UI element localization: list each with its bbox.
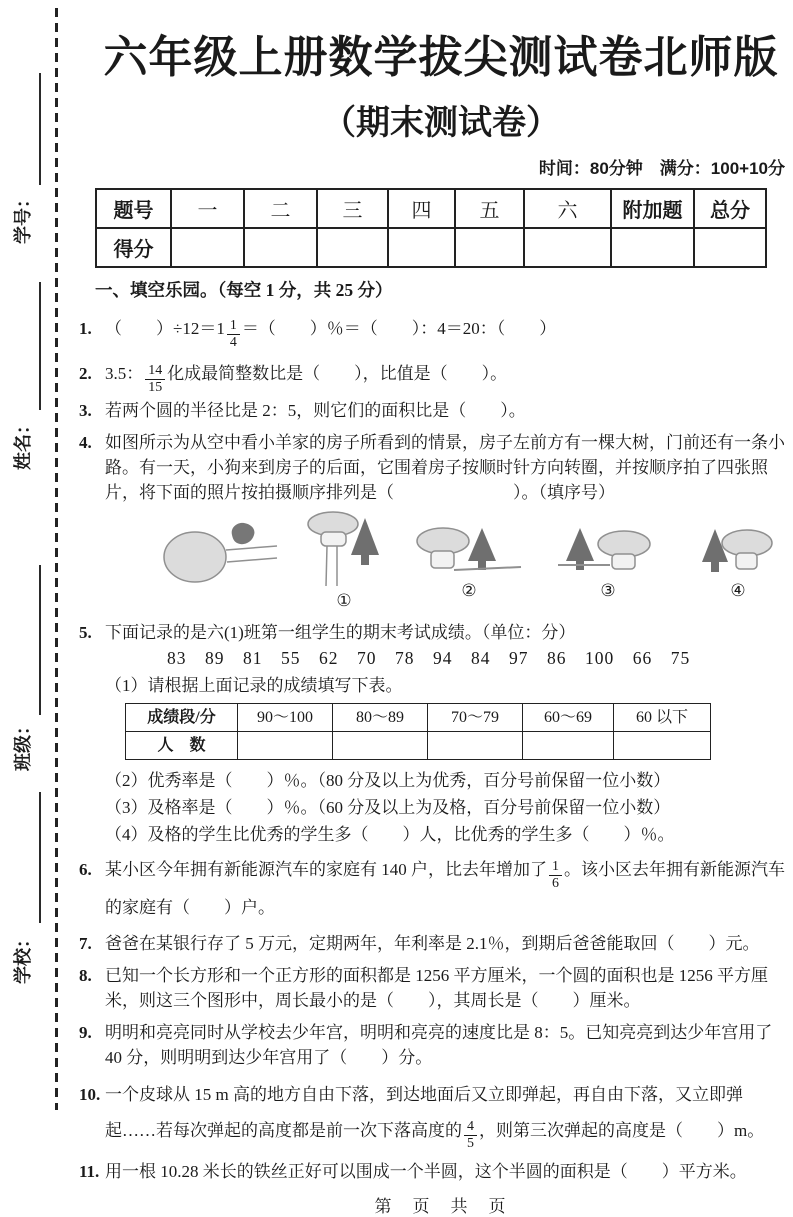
header-cell: 90～100 — [238, 703, 333, 731]
count-cell — [333, 731, 428, 759]
score-cell — [455, 228, 524, 267]
header-cell: 题号 — [96, 189, 171, 228]
question-text: 如图所示为从空中看小羊家的房子所看到的情景，房子左前方有一棵大树，门前还有一条小路。有一天，小狗来到房子的后面，它围着房子按顺时针方向转圈，并按顺序拍了四张照片，将下面的照片按拍摄顺序排列是（ ）。（填序号） — [105, 432, 785, 502]
question-text: （ ）÷12＝1 — [105, 319, 225, 338]
class-label: 班级： — [13, 717, 33, 771]
photo-figure-1 — [306, 511, 382, 613]
question-10 — [79, 1077, 787, 1153]
question-4 — [79, 430, 787, 613]
figure-label: ② — [461, 580, 477, 600]
fraction: $\frac{1}{6}$ — [549, 859, 562, 892]
question-4-figures — [153, 511, 787, 613]
section-1-heading: 一、填空乐园。（每空 1 分，共 25 分） — [95, 280, 393, 300]
question-number: 4. — [79, 432, 92, 452]
figure-label: ③ — [600, 580, 616, 600]
student-id-label: 学号： — [13, 190, 33, 244]
score-table-score-row — [96, 228, 766, 267]
question-text: 化成最简整数比是（ ），比值是（ ）。 — [167, 363, 508, 383]
score-row-label: 得分 — [96, 228, 171, 267]
question-number: 1. — [79, 319, 92, 338]
header-cell: 60～69 — [523, 703, 614, 731]
score-cell — [317, 228, 388, 267]
question-text: ＝（ ）％＝（ ）：4＝20：（ ） — [241, 319, 557, 338]
question-1 — [79, 308, 787, 351]
score-cell — [694, 228, 766, 267]
question-number: 10. — [79, 1084, 101, 1104]
question-text: 。该小区去年拥有新能源汽车的家庭有（ ）户。 — [105, 859, 785, 917]
photo-figure-2 — [416, 525, 522, 603]
question-number: 7. — [79, 933, 92, 953]
count-row-label: 人 数 — [126, 731, 238, 759]
question-text: 用一根 10.28 米长的铁丝正好可以围成一个半圆，这个半圆的面积是（ ）平方米。 — [105, 1162, 747, 1182]
fraction: $\frac{14}{15}$ — [145, 363, 165, 396]
class-blank-line — [39, 565, 41, 715]
question-text: 一个皮球从 15 m 高的地方自由下落，到达地面后又立即弹起，再自由下落，又立即弹起……若每次弹起的高度都是前一次下落高度的 — [105, 1084, 743, 1140]
question-6 — [79, 854, 787, 924]
question-number: 5. — [79, 622, 92, 642]
page-footer: 第 页 共 页 — [374, 1197, 508, 1217]
header-cell: 成绩段/分 — [126, 703, 238, 731]
question-number: 8. — [79, 965, 92, 985]
name-label: 姓名： — [13, 416, 33, 470]
photo-figure-3 — [558, 525, 658, 603]
mushroom-house-tree-road-right-icon — [416, 525, 522, 577]
student-id-blank-line — [39, 73, 41, 185]
question-number: 6. — [79, 859, 92, 879]
header-cell: 总分 — [694, 189, 766, 228]
question-text: ，则第三次弹起的高度是（ ）m。 — [478, 1120, 765, 1140]
question-number: 2. — [79, 363, 92, 383]
figure-label: ④ — [730, 580, 746, 600]
header-cell: 二 — [244, 189, 317, 228]
mushroom-house-road-down-tree-icon — [306, 511, 382, 587]
question-number: 9. — [79, 1022, 92, 1042]
aerial-view-figure — [153, 521, 278, 583]
exam-meta: 时间：80分钟 满分：100+10分 — [538, 159, 785, 178]
question-5-3: （3）及格率是（ ）％。（60 分及以上为及格，百分号前保留一位小数） — [105, 797, 671, 817]
question-9 — [79, 1020, 787, 1070]
count-cell — [238, 731, 333, 759]
question-5-4: （4）及格的学生比优秀的学生多（ ）人，比优秀的学生多（ ）％。 — [105, 824, 675, 844]
tree-road-left-mushroom-house-icon — [558, 525, 658, 577]
question-5-1: （1）请根据上面记录的成绩填写下表。 — [105, 675, 403, 695]
question-text: 明明和亮亮同时从学校去少年宫，明明和亮亮的速度比是 8：5。已知亮亮到达少年宫用了 40 分，则明明到达少年宫用了（ ）分。 — [105, 1022, 773, 1067]
score-cell — [171, 228, 244, 267]
question-text: 下面记录的是六(1)班第一组学生的期末考试成绩。（单位：分） — [105, 622, 576, 642]
header-cell: 三 — [317, 189, 388, 228]
score-cell — [388, 228, 455, 267]
fraction: $\frac{1}{4}$ — [227, 318, 240, 351]
question-11 — [79, 1159, 787, 1184]
school-blank-line — [39, 792, 41, 923]
question-number: 11. — [79, 1162, 100, 1182]
header-cell: 五 — [455, 189, 524, 228]
name-blank-line — [39, 282, 41, 410]
page-title: 六年级上册数学拔尖测试卷北师版 — [103, 33, 779, 82]
question-7 — [79, 931, 787, 956]
header-cell: 80～89 — [333, 703, 428, 731]
school-label: 学校： — [13, 930, 33, 984]
score-table-header-row — [96, 189, 766, 228]
header-cell: 四 — [388, 189, 455, 228]
score-cell — [244, 228, 317, 267]
aerial-house-road-tree-icon — [153, 521, 278, 583]
exam-paper — [79, 0, 787, 1217]
question-5-2: （2）优秀率是（ ）％。（80 分及以上为优秀，百分号前保留一位小数） — [105, 770, 671, 790]
header-cell: 60 以下 — [614, 703, 711, 731]
question-2 — [79, 353, 787, 396]
question-3 — [79, 398, 787, 423]
score-cell — [524, 228, 611, 267]
page-subtitle: （期末测试卷） — [322, 104, 560, 142]
score-list: 83 89 81 55 62 70 78 94 84 97 86 100 66 75 — [167, 647, 691, 668]
header-cell: 附加题 — [611, 189, 694, 228]
tree-behind-mushroom-house-icon — [694, 525, 782, 577]
count-cell — [428, 731, 523, 759]
fold-dashed-line — [55, 8, 58, 1110]
question-number: 3. — [79, 400, 92, 420]
header-cell: 一 — [171, 189, 244, 228]
score-table — [95, 188, 767, 268]
question-5 — [79, 620, 787, 847]
grade-table-count-row — [126, 731, 711, 759]
header-cell: 六 — [524, 189, 611, 228]
photo-figure-4 — [694, 525, 782, 603]
question-8 — [79, 963, 787, 1013]
count-cell — [523, 731, 614, 759]
fraction: $\frac{4}{5}$ — [464, 1119, 477, 1152]
grade-distribution-table — [125, 703, 711, 760]
figure-label: ① — [336, 590, 352, 610]
question-text: 若两个圆的半径比是 2：5，则它们的面积比是（ ）。 — [105, 400, 526, 420]
score-cell — [611, 228, 694, 267]
question-text: 爸爸在某银行存了 5 万元，定期两年，年利率是 2.1％，到期后爸爸能取回（ ）元。 — [105, 933, 760, 953]
grade-table-header-row — [126, 703, 711, 731]
header-cell: 70～79 — [428, 703, 523, 731]
question-text: 3.5： — [105, 363, 144, 383]
question-text: 已知一个长方形和一个正方形的面积都是 1256 平方厘米，一个圆的面积也是 1256 平方厘米，则这三个图形中，周长最小的是（ ），其周长是（ ）厘米。 — [105, 965, 768, 1010]
count-cell — [614, 731, 711, 759]
question-text: 某小区今年拥有新能源汽车的家庭有 140 户，比去年增加了 — [105, 859, 547, 879]
